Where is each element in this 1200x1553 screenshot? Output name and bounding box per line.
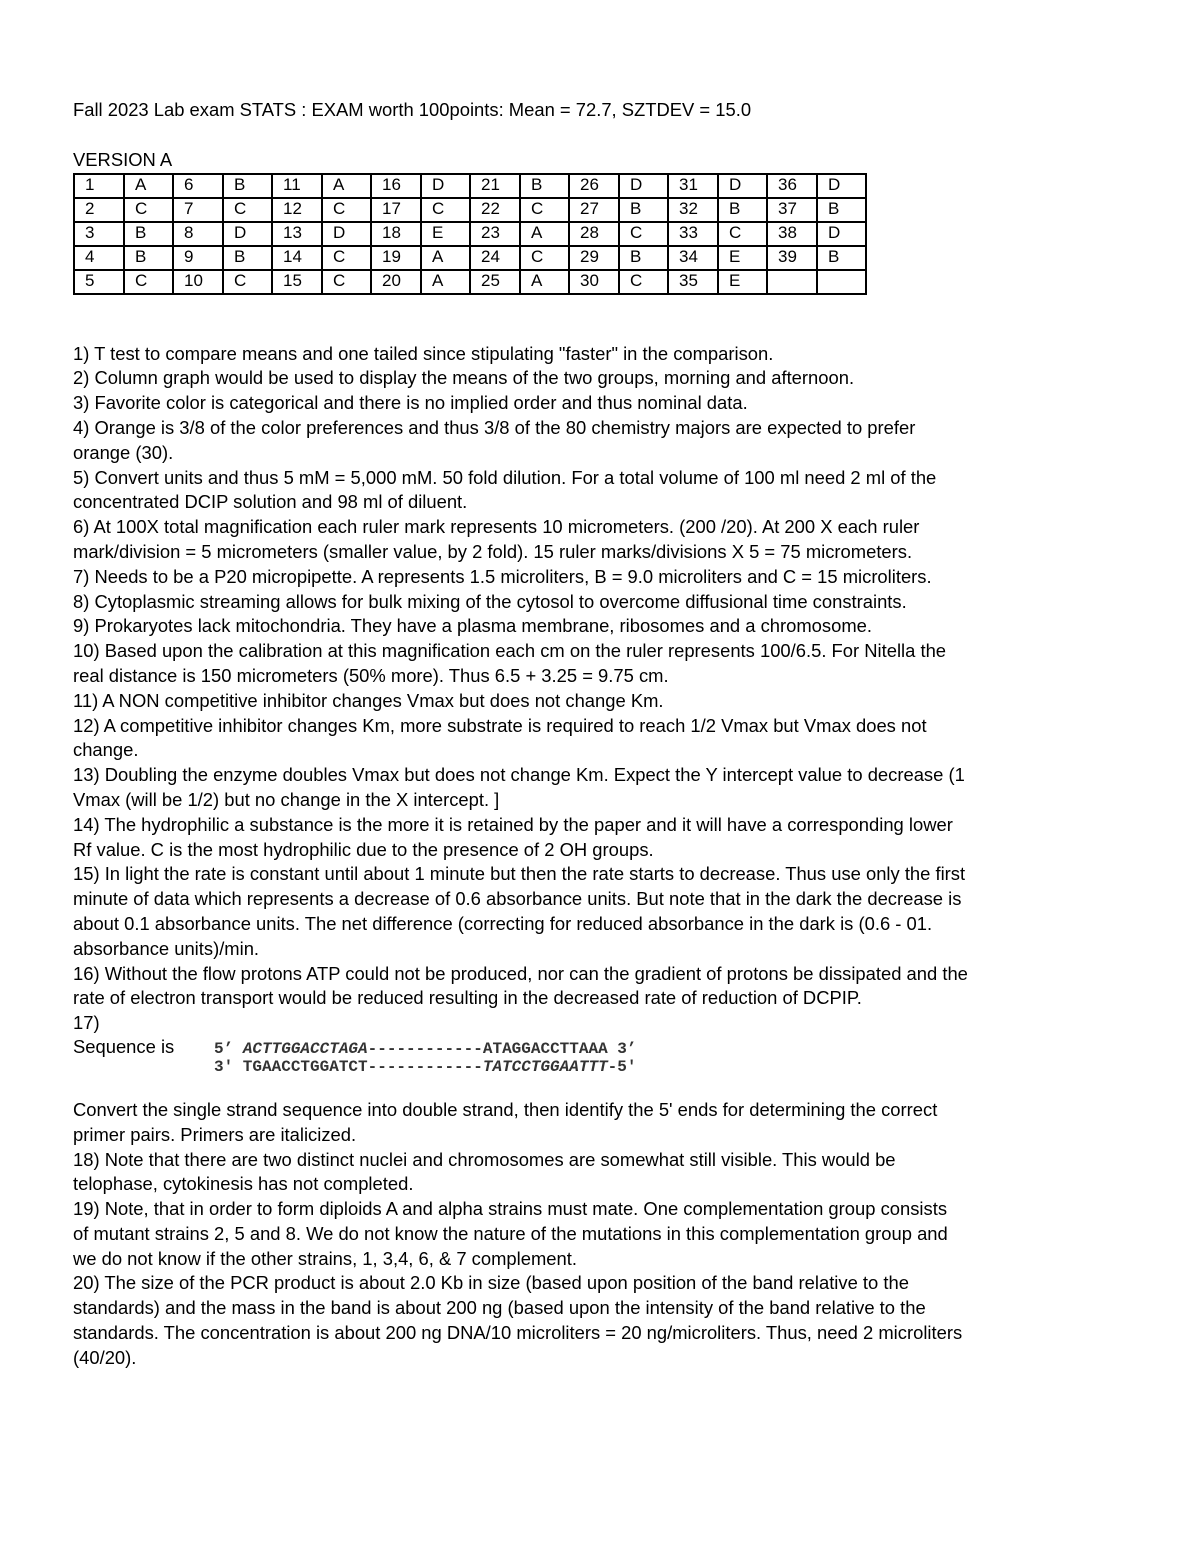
answer-line: 3) Favorite color is categorical and there is no implied order and thus nominal data. <box>73 392 748 414</box>
question-number-cell: 30 <box>569 270 619 294</box>
question-number-cell: 31 <box>668 174 718 198</box>
bottom-3-end: 3' TGAACCTGGATCT------------ <box>214 1057 483 1076</box>
answer-letter-cell: A <box>124 174 173 198</box>
question-number-cell: 27 <box>569 198 619 222</box>
answer-line: (40/20). <box>73 1346 137 1368</box>
question-number-cell: 9 <box>173 246 223 270</box>
answer-line: we do not know if the other strains, 1, 3,4, 6, & 7 complement. <box>73 1247 577 1269</box>
question-number-cell: 13 <box>272 222 322 246</box>
answer-line: 10) Based upon the calibration at this magnification each cm on the ruler represents 100/6.5. For Nitella the <box>73 640 947 662</box>
answer-letter-cell: D <box>421 174 470 198</box>
answer-line: 19) Note, that in order to form diploids A and alpha strains must mate. One complementation group consists <box>73 1198 948 1220</box>
question-number-cell: 17 <box>371 198 421 222</box>
question-number-cell: 1 <box>74 174 124 198</box>
question-number-cell: 33 <box>668 222 718 246</box>
answer-letter-cell: C <box>520 246 569 270</box>
question-number-cell: 28 <box>569 222 619 246</box>
answer-line: 11) A NON competitive inhibitor changes Vmax but does not change Km. <box>73 689 664 711</box>
answer-line: Vmax (will be 1/2) but no change in the X intercept. ] <box>73 788 500 810</box>
question-number-cell: 32 <box>668 198 718 222</box>
question-number-cell: 24 <box>470 246 520 270</box>
question-number-cell: 19 <box>371 246 421 270</box>
question-number-cell: 3 <box>74 222 124 246</box>
answer-line: telophase, cytokinesis has not completed. <box>73 1173 414 1195</box>
answer-letter-cell: C <box>619 222 668 246</box>
answer-line: 2) Column graph would be used to display the means of the two groups, morning and afternoon. <box>73 367 855 389</box>
answer-line: 15) In light the rate is constant until about 1 minute but then the rate starts to decrease. Thus use only the first <box>73 863 966 885</box>
answer-line: 14) The hydrophilic a substance is the more it is retained by the paper and it will have a corresponding lower <box>73 813 953 835</box>
answer-line: standards) and the mass in the band is about 200 ng (based upon the intensity of the band relative to the <box>73 1297 926 1319</box>
sequence-line-bottom <box>73 1058 1133 1076</box>
answer-letter-cell: C <box>322 246 371 270</box>
answer-letter-cell: E <box>718 246 767 270</box>
answer-letter-cell: B <box>718 198 767 222</box>
answer-line: 12) A competitive inhibitor changes Km, more substrate is required to reach 1/2 Vmax but Vmax does not <box>73 714 927 736</box>
answer-letter-cell: E <box>421 222 470 246</box>
answer-letter-cell: B <box>124 222 173 246</box>
question-number-cell: 29 <box>569 246 619 270</box>
answer-letter-cell: D <box>322 222 371 246</box>
answer-letter-cell: D <box>817 222 866 246</box>
question-number-cell: 35 <box>668 270 718 294</box>
answer-letter-cell: C <box>718 222 767 246</box>
question-number-cell: 12 <box>272 198 322 222</box>
question-number-cell: 7 <box>173 198 223 222</box>
question-number-cell: 39 <box>767 246 817 270</box>
answer-line: rate of electron transport would be reduced resulting in the decreased rate of reduction of DCPIP. <box>73 987 862 1009</box>
answer-letter-cell: C <box>619 270 668 294</box>
answer-line: minute of data which represents a decrease of 0.6 absorbance units. But note that in the dark the decrease is <box>73 888 962 910</box>
question-number-cell: 26 <box>569 174 619 198</box>
answer-letter-cell: D <box>619 174 668 198</box>
answer-line: 7) Needs to be a P20 micropipette. A represents 1.5 microliters, B = 9.0 microliters and C = 15 microliters. <box>73 565 932 587</box>
bottom-5-end: -5' <box>607 1057 637 1076</box>
answer-line: Convert the single strand sequence into double strand, then identify the 5' ends for determining the correct <box>73 1098 938 1120</box>
answer-letter-cell: A <box>520 222 569 246</box>
answer-line: 16) Without the flow protons ATP could not be produced, nor can the gradient of protons be dissipated and the <box>73 962 968 984</box>
answer-letter-cell: B <box>124 246 173 270</box>
answer-letter-cell <box>817 270 866 294</box>
question-number-cell: 10 <box>173 270 223 294</box>
answer-letter-cell: C <box>223 270 272 294</box>
document-page <box>73 98 1133 1371</box>
top-5-end: 5’ <box>214 1039 243 1058</box>
answer-letter-cell: A <box>322 174 371 198</box>
answer-key-table <box>73 173 867 295</box>
answer-letter-cell: B <box>817 246 866 270</box>
answer-line: 20) The size of the PCR product is about 2.0 Kb in size (based upon position of the band relative to the <box>73 1272 909 1294</box>
answer-letter-cell: A <box>421 270 470 294</box>
answer-line: 17) <box>73 1012 100 1034</box>
question-number-cell: 34 <box>668 246 718 270</box>
question-number-cell: 18 <box>371 222 421 246</box>
question-number-cell: 14 <box>272 246 322 270</box>
answer-key-row <box>74 198 866 222</box>
question-number-cell: 2 <box>74 198 124 222</box>
question-number-cell: 23 <box>470 222 520 246</box>
question-number-cell: 25 <box>470 270 520 294</box>
answer-line: 13) Doubling the enzyme doubles Vmax but does not change Km. Expect the Y intercept value to decrease (1 <box>73 764 965 786</box>
answer-key-row <box>74 222 866 246</box>
version-label: VERSION A <box>73 148 173 170</box>
answer-line: of mutant strains 2, 5 and 8. We do not know the nature of the mutations in this complementation group and <box>73 1222 948 1244</box>
answer-letter-cell: B <box>619 246 668 270</box>
answer-letter-cell: B <box>520 174 569 198</box>
answer-letter-cell: C <box>124 198 173 222</box>
answer-letter-cell: C <box>124 270 173 294</box>
question-number-cell: 11 <box>272 174 322 198</box>
answer-key-row <box>74 246 866 270</box>
question-number-cell: 16 <box>371 174 421 198</box>
answer-line: mark/division = 5 micrometers (smaller value, by 2 fold). 15 ruler marks/divisions X 5 = 75 micrometers. <box>73 540 913 562</box>
top-strand <box>214 1040 636 1058</box>
bottom-primer: TATCCTGGAATTT <box>482 1057 608 1076</box>
answer-letter-cell: B <box>817 198 866 222</box>
answer-line: 1) T test to compare means and one tailed since stipulating "faster" in the comparison. <box>73 342 774 364</box>
answer-letter-cell: C <box>223 198 272 222</box>
answer-letter-cell: C <box>421 198 470 222</box>
sequence-label: Sequence is <box>73 1035 175 1057</box>
question-number-cell: 6 <box>173 174 223 198</box>
bottom-strand <box>214 1058 636 1076</box>
answer-line: concentrated DCIP solution and 98 ml of diluent. <box>73 491 468 513</box>
answer-letter-cell: B <box>619 198 668 222</box>
top-primer: ACTTGGACCTAGA <box>242 1039 368 1058</box>
answer-line: 5) Convert units and thus 5 mM = 5,000 mM. 50 fold dilution. For a total volume of 100 ml need 2 ml of the <box>73 466 937 488</box>
question-number-cell: 38 <box>767 222 817 246</box>
question-number-cell: 21 <box>470 174 520 198</box>
question-number-cell: 20 <box>371 270 421 294</box>
answer-line: change. <box>73 739 139 761</box>
answer-letter-cell: B <box>223 174 272 198</box>
answer-letter-cell: C <box>520 198 569 222</box>
answer-line: real distance is 150 micrometers (50% more). Thus 6.5 + 3.25 = 9.75 cm. <box>73 664 669 686</box>
answer-line: about 0.1 absorbance units. The net difference (correcting for reduced absorbance in the dark is (0.6 - 01. <box>73 912 933 934</box>
answer-letter-cell: A <box>421 246 470 270</box>
answer-line: 8) Cytoplasmic streaming allows for bulk mixing of the cytosol to overcome diffusional time constraints. <box>73 590 907 612</box>
answer-line: 6) At 100X total magnification each ruler mark represents 10 micrometers. (200 /20). At 200 X each ruler <box>73 516 920 538</box>
answer-letter-cell: C <box>322 270 371 294</box>
answer-letter-cell: D <box>718 174 767 198</box>
question-number-cell: 5 <box>74 270 124 294</box>
answer-key-row <box>74 270 866 294</box>
answers-section-continued <box>73 1098 1133 1371</box>
answer-line: 18) Note that there are two distinct nuclei and chromosomes are somewhat still visible. This would be <box>73 1148 896 1170</box>
answer-line: 9) Prokaryotes lack mitochondria. They have a plasma membrane, ribosomes and a chromosome. <box>73 615 872 637</box>
answer-line: absorbance units)/min. <box>73 937 260 959</box>
answer-letter-cell: B <box>223 246 272 270</box>
answer-letter-cell: D <box>223 222 272 246</box>
question-number-cell: 22 <box>470 198 520 222</box>
question-number-cell: 36 <box>767 174 817 198</box>
answer-letter-cell: E <box>718 270 767 294</box>
answer-letter-cell: D <box>817 174 866 198</box>
question-number-cell: 37 <box>767 198 817 222</box>
exam-stats-title: Fall 2023 Lab exam STATS : EXAM worth 100points: Mean = 72.7, SZTDEV = 15.0 <box>73 99 752 120</box>
sequence-line-top <box>73 1036 1133 1058</box>
question-number-cell: 15 <box>272 270 322 294</box>
answer-letter-cell: A <box>520 270 569 294</box>
answer-line: Rf value. C is the most hydrophilic due to the presence of 2 OH groups. <box>73 838 654 860</box>
answer-line: primer pairs. Primers are italicized. <box>73 1123 357 1145</box>
answer-letter-cell: C <box>322 198 371 222</box>
answer-line: 4) Orange is 3/8 of the color preferences and thus 3/8 of the 80 chemistry majors are expected to prefer <box>73 416 916 438</box>
question-number-cell: 4 <box>74 246 124 270</box>
question-number-cell: 8 <box>173 222 223 246</box>
top-rest: ------------ATAGGACCTTAAA 3’ <box>367 1039 637 1058</box>
question-number-cell <box>767 270 817 294</box>
answers-section <box>73 342 1133 1036</box>
answer-key-row <box>74 174 866 198</box>
answer-line: standards. The concentration is about 200 ng DNA/10 microliters = 20 ng/microliters. Thus, need 2 microliters <box>73 1322 963 1344</box>
answer-line: orange (30). <box>73 441 174 463</box>
